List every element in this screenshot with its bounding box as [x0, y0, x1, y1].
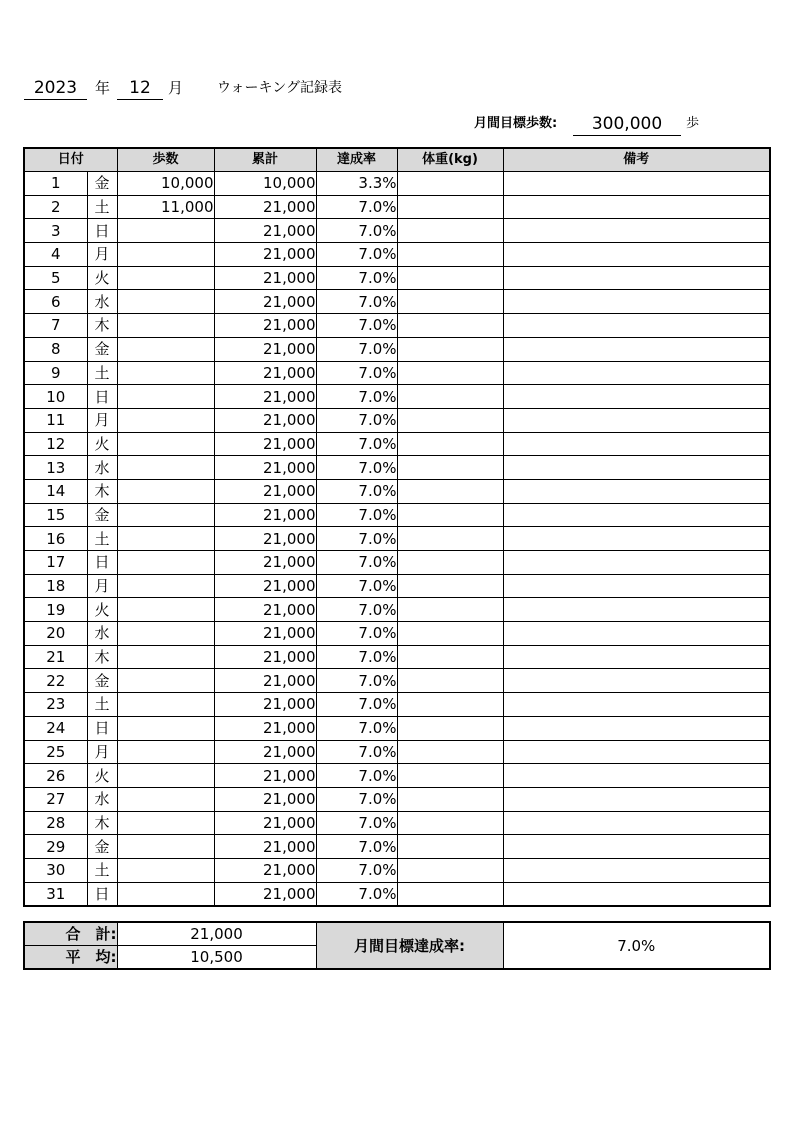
weekday-cell: 土 — [87, 527, 117, 551]
year-unit-label: 年 — [95, 79, 111, 97]
day-number-cell: 4 — [24, 243, 87, 267]
weekday-cell: 水 — [87, 456, 117, 480]
rate-cell: 3.3% — [316, 172, 397, 196]
cumulative-cell: 21,000 — [214, 503, 316, 527]
notes-cell[interactable] — [503, 195, 770, 219]
table-row — [24, 503, 770, 527]
goal-unit-label: 歩 — [686, 116, 700, 131]
notes-cell[interactable] — [503, 764, 770, 788]
rate-cell: 7.0% — [316, 551, 397, 575]
weekday-cell: 土 — [87, 693, 117, 717]
weekday-cell: 月 — [87, 243, 117, 267]
steps-cell[interactable] — [117, 574, 214, 598]
col-header-rate: 達成率 — [316, 148, 397, 172]
cumulative-cell: 21,000 — [214, 622, 316, 646]
day-number-cell: 29 — [24, 835, 87, 859]
rate-cell: 7.0% — [316, 527, 397, 551]
weekday-cell: 日 — [87, 716, 117, 740]
day-number-cell: 15 — [24, 503, 87, 527]
steps-cell[interactable] — [117, 432, 214, 456]
weight-cell[interactable] — [397, 219, 503, 243]
cumulative-cell: 21,000 — [214, 432, 316, 456]
table-row — [24, 385, 770, 409]
notes-cell[interactable] — [503, 527, 770, 551]
steps-cell[interactable] — [117, 314, 214, 338]
notes-cell[interactable] — [503, 622, 770, 646]
notes-cell[interactable] — [503, 361, 770, 385]
cumulative-cell: 21,000 — [214, 598, 316, 622]
weight-cell[interactable] — [397, 432, 503, 456]
weekday-cell: 土 — [87, 361, 117, 385]
notes-cell[interactable] — [503, 456, 770, 480]
day-number-cell: 25 — [24, 740, 87, 764]
weight-cell[interactable] — [397, 172, 503, 196]
day-number-cell: 20 — [24, 622, 87, 646]
weekday-cell: 火 — [87, 266, 117, 290]
rate-cell: 7.0% — [316, 432, 397, 456]
day-number-cell: 12 — [24, 432, 87, 456]
steps-cell[interactable] — [117, 740, 214, 764]
day-number-cell: 9 — [24, 361, 87, 385]
notes-cell[interactable] — [503, 787, 770, 811]
weekday-cell: 水 — [87, 622, 117, 646]
col-header-cumulative: 累計 — [214, 148, 316, 172]
rate-cell: 7.0% — [316, 574, 397, 598]
notes-cell[interactable] — [503, 598, 770, 622]
weekday-cell: 火 — [87, 432, 117, 456]
day-number-cell: 5 — [24, 266, 87, 290]
day-number-cell: 17 — [24, 551, 87, 575]
notes-cell[interactable] — [503, 882, 770, 906]
steps-cell[interactable] — [117, 219, 214, 243]
notes-cell[interactable] — [503, 811, 770, 835]
col-header-date: 日付 — [24, 148, 117, 172]
cumulative-cell: 21,000 — [214, 243, 316, 267]
table-row — [24, 266, 770, 290]
cumulative-cell: 21,000 — [214, 456, 316, 480]
total-value: 21,000 — [117, 922, 316, 946]
day-number-cell: 31 — [24, 882, 87, 906]
rate-cell: 7.0% — [316, 764, 397, 788]
day-number-cell: 13 — [24, 456, 87, 480]
cumulative-cell: 21,000 — [214, 787, 316, 811]
notes-cell[interactable] — [503, 337, 770, 361]
day-number-cell: 21 — [24, 645, 87, 669]
weekday-cell: 金 — [87, 669, 117, 693]
table-row — [24, 858, 770, 882]
day-number-cell: 7 — [24, 314, 87, 338]
rate-cell: 7.0% — [316, 219, 397, 243]
month-field[interactable]: 12 — [117, 77, 163, 100]
weight-cell[interactable] — [397, 527, 503, 551]
average-value: 10,500 — [117, 946, 316, 970]
total-row — [24, 922, 770, 946]
steps-cell[interactable] — [117, 527, 214, 551]
table-row — [24, 172, 770, 196]
goal-steps-field[interactable]: 300,000 — [573, 113, 681, 136]
steps-cell[interactable] — [117, 716, 214, 740]
table-row — [24, 693, 770, 717]
table-row — [24, 337, 770, 361]
rate-cell: 7.0% — [316, 266, 397, 290]
weight-cell[interactable] — [397, 551, 503, 575]
table-row — [24, 787, 770, 811]
table-row — [24, 835, 770, 859]
table-header-row — [24, 148, 770, 172]
rate-cell: 7.0% — [316, 693, 397, 717]
cumulative-cell: 21,000 — [214, 361, 316, 385]
weight-cell[interactable] — [397, 337, 503, 361]
cumulative-cell: 21,000 — [214, 314, 316, 338]
weight-cell[interactable] — [397, 503, 503, 527]
notes-cell[interactable] — [503, 290, 770, 314]
weekday-cell: 火 — [87, 598, 117, 622]
summary-table — [23, 921, 771, 970]
rate-cell: 7.0% — [316, 787, 397, 811]
weight-cell[interactable] — [397, 740, 503, 764]
steps-cell[interactable] — [117, 408, 214, 432]
rate-cell: 7.0% — [316, 243, 397, 267]
notes-cell[interactable] — [503, 503, 770, 527]
notes-cell[interactable] — [503, 408, 770, 432]
weight-cell[interactable] — [397, 835, 503, 859]
steps-cell[interactable] — [117, 645, 214, 669]
cumulative-cell: 21,000 — [214, 882, 316, 906]
table-row — [24, 243, 770, 267]
table-row — [24, 740, 770, 764]
steps-cell[interactable] — [117, 479, 214, 503]
notes-cell[interactable] — [503, 574, 770, 598]
steps-cell[interactable] — [117, 787, 214, 811]
day-number-cell: 16 — [24, 527, 87, 551]
steps-cell[interactable] — [117, 385, 214, 409]
weekday-cell: 木 — [87, 645, 117, 669]
day-number-cell: 10 — [24, 385, 87, 409]
steps-cell[interactable] — [117, 669, 214, 693]
rate-cell: 7.0% — [316, 361, 397, 385]
steps-cell[interactable] — [117, 622, 214, 646]
weight-cell[interactable] — [397, 716, 503, 740]
steps-cell[interactable] — [117, 337, 214, 361]
weight-cell[interactable] — [397, 290, 503, 314]
table-body — [24, 172, 770, 907]
weight-cell[interactable] — [397, 456, 503, 480]
steps-cell[interactable] — [117, 243, 214, 267]
table-row — [24, 527, 770, 551]
table-row — [24, 361, 770, 385]
rate-cell: 7.0% — [316, 479, 397, 503]
cumulative-cell: 21,000 — [214, 764, 316, 788]
weight-cell[interactable] — [397, 622, 503, 646]
cumulative-cell: 10,000 — [214, 172, 316, 196]
notes-cell[interactable] — [503, 219, 770, 243]
weekday-cell: 木 — [87, 314, 117, 338]
weekday-cell: 金 — [87, 835, 117, 859]
weekday-cell: 日 — [87, 385, 117, 409]
monthly-rate-value: 7.0% — [503, 922, 770, 969]
day-number-cell: 3 — [24, 219, 87, 243]
weight-cell[interactable] — [397, 479, 503, 503]
weight-cell[interactable] — [397, 385, 503, 409]
notes-cell[interactable] — [503, 432, 770, 456]
cumulative-cell: 21,000 — [214, 266, 316, 290]
table-row — [24, 432, 770, 456]
weight-cell[interactable] — [397, 882, 503, 906]
table-row — [24, 716, 770, 740]
table-row — [24, 479, 770, 503]
table-row — [24, 219, 770, 243]
day-number-cell: 28 — [24, 811, 87, 835]
notes-cell[interactable] — [503, 716, 770, 740]
weekday-cell: 日 — [87, 551, 117, 575]
weekday-cell: 金 — [87, 172, 117, 196]
cumulative-cell: 21,000 — [214, 219, 316, 243]
weekday-cell: 金 — [87, 337, 117, 361]
cumulative-cell: 21,000 — [214, 645, 316, 669]
weekday-cell: 火 — [87, 764, 117, 788]
weight-cell[interactable] — [397, 645, 503, 669]
table-row — [24, 811, 770, 835]
col-header-weight: 体重(kg) — [397, 148, 503, 172]
steps-cell[interactable] — [117, 835, 214, 859]
day-number-cell: 6 — [24, 290, 87, 314]
notes-cell[interactable] — [503, 243, 770, 267]
rate-cell: 7.0% — [316, 408, 397, 432]
weekday-cell: 日 — [87, 219, 117, 243]
weight-cell[interactable] — [397, 361, 503, 385]
walking-log-table — [23, 147, 771, 907]
weight-cell[interactable] — [397, 764, 503, 788]
notes-cell[interactable] — [503, 693, 770, 717]
notes-cell[interactable] — [503, 314, 770, 338]
weight-cell[interactable] — [397, 243, 503, 267]
cumulative-cell: 21,000 — [214, 811, 316, 835]
day-number-cell: 14 — [24, 479, 87, 503]
table-row — [24, 882, 770, 906]
weight-cell[interactable] — [397, 858, 503, 882]
steps-cell[interactable] — [117, 361, 214, 385]
cumulative-cell: 21,000 — [214, 385, 316, 409]
table-row — [24, 408, 770, 432]
table-row — [24, 195, 770, 219]
steps-cell[interactable]: 11,000 — [117, 195, 214, 219]
weight-cell[interactable] — [397, 598, 503, 622]
weight-cell[interactable] — [397, 266, 503, 290]
steps-cell[interactable] — [117, 456, 214, 480]
steps-cell[interactable]: 10,000 — [117, 172, 214, 196]
day-number-cell: 27 — [24, 787, 87, 811]
weekday-cell: 日 — [87, 882, 117, 906]
notes-cell[interactable] — [503, 858, 770, 882]
steps-cell[interactable] — [117, 598, 214, 622]
steps-cell[interactable] — [117, 551, 214, 575]
steps-cell[interactable] — [117, 764, 214, 788]
notes-cell[interactable] — [503, 645, 770, 669]
weekday-cell: 月 — [87, 408, 117, 432]
cumulative-cell: 21,000 — [214, 740, 316, 764]
cumulative-cell: 21,000 — [214, 551, 316, 575]
cumulative-cell: 21,000 — [214, 858, 316, 882]
day-number-cell: 8 — [24, 337, 87, 361]
cumulative-cell: 21,000 — [214, 290, 316, 314]
cumulative-cell: 21,000 — [214, 716, 316, 740]
table-row — [24, 622, 770, 646]
rate-cell: 7.0% — [316, 716, 397, 740]
average-label: 平 均: — [24, 946, 117, 970]
cumulative-cell: 21,000 — [214, 669, 316, 693]
rate-cell: 7.0% — [316, 503, 397, 527]
rate-cell: 7.0% — [316, 337, 397, 361]
cumulative-cell: 21,000 — [214, 408, 316, 432]
day-number-cell: 22 — [24, 669, 87, 693]
weight-cell[interactable] — [397, 574, 503, 598]
rate-cell: 7.0% — [316, 645, 397, 669]
rate-cell: 7.0% — [316, 195, 397, 219]
notes-cell[interactable] — [503, 551, 770, 575]
rate-cell: 7.0% — [316, 456, 397, 480]
weekday-cell: 水 — [87, 290, 117, 314]
day-number-cell: 23 — [24, 693, 87, 717]
goal-label: 月間目標歩数: — [474, 116, 558, 131]
table-row — [24, 551, 770, 575]
table-row — [24, 764, 770, 788]
day-number-cell: 2 — [24, 195, 87, 219]
weight-cell[interactable] — [397, 195, 503, 219]
weight-cell[interactable] — [397, 787, 503, 811]
notes-cell[interactable] — [503, 669, 770, 693]
table-row — [24, 314, 770, 338]
weight-cell[interactable] — [397, 669, 503, 693]
steps-cell[interactable] — [117, 811, 214, 835]
notes-cell[interactable] — [503, 479, 770, 503]
day-number-cell: 18 — [24, 574, 87, 598]
month-unit-label: 月 — [168, 79, 184, 97]
rate-cell: 7.0% — [316, 314, 397, 338]
notes-cell[interactable] — [503, 740, 770, 764]
day-number-cell: 26 — [24, 764, 87, 788]
notes-cell[interactable] — [503, 266, 770, 290]
col-header-steps: 歩数 — [117, 148, 214, 172]
weight-cell[interactable] — [397, 693, 503, 717]
rate-cell: 7.0% — [316, 669, 397, 693]
table-row — [24, 456, 770, 480]
weekday-cell: 土 — [87, 858, 117, 882]
rate-cell: 7.0% — [316, 290, 397, 314]
steps-cell[interactable] — [117, 290, 214, 314]
table-row — [24, 645, 770, 669]
rate-cell: 7.0% — [316, 835, 397, 859]
weekday-cell: 金 — [87, 503, 117, 527]
weekday-cell: 木 — [87, 479, 117, 503]
monthly-rate-label: 月間目標達成率: — [316, 922, 503, 969]
table-row — [24, 574, 770, 598]
weight-cell[interactable] — [397, 408, 503, 432]
steps-cell[interactable] — [117, 503, 214, 527]
rate-cell: 7.0% — [316, 882, 397, 906]
notes-cell[interactable] — [503, 172, 770, 196]
rate-cell: 7.0% — [316, 858, 397, 882]
cumulative-cell: 21,000 — [214, 693, 316, 717]
day-number-cell: 11 — [24, 408, 87, 432]
total-label: 合 計: — [24, 922, 117, 946]
steps-cell[interactable] — [117, 693, 214, 717]
notes-cell[interactable] — [503, 835, 770, 859]
page-title: ウォーキング記録表 — [217, 80, 343, 96]
cumulative-cell: 21,000 — [214, 479, 316, 503]
col-header-notes: 備考 — [503, 148, 770, 172]
cumulative-cell: 21,000 — [214, 574, 316, 598]
cumulative-cell: 21,000 — [214, 835, 316, 859]
steps-cell[interactable] — [117, 882, 214, 906]
rate-cell: 7.0% — [316, 622, 397, 646]
notes-cell[interactable] — [503, 385, 770, 409]
weight-cell[interactable] — [397, 314, 503, 338]
year-field[interactable]: 2023 — [24, 77, 87, 100]
rate-cell: 7.0% — [316, 598, 397, 622]
day-number-cell: 30 — [24, 858, 87, 882]
weekday-cell: 木 — [87, 811, 117, 835]
rate-cell: 7.0% — [316, 740, 397, 764]
steps-cell[interactable] — [117, 266, 214, 290]
steps-cell[interactable] — [117, 858, 214, 882]
table-row — [24, 598, 770, 622]
day-number-cell: 1 — [24, 172, 87, 196]
weekday-cell: 月 — [87, 740, 117, 764]
cumulative-cell: 21,000 — [214, 195, 316, 219]
table-row — [24, 290, 770, 314]
weekday-cell: 土 — [87, 195, 117, 219]
cumulative-cell: 21,000 — [214, 527, 316, 551]
weekday-cell: 水 — [87, 787, 117, 811]
weekday-cell: 月 — [87, 574, 117, 598]
rate-cell: 7.0% — [316, 385, 397, 409]
weight-cell[interactable] — [397, 811, 503, 835]
rate-cell: 7.0% — [316, 811, 397, 835]
cumulative-cell: 21,000 — [214, 337, 316, 361]
day-number-cell: 24 — [24, 716, 87, 740]
table-row — [24, 669, 770, 693]
day-number-cell: 19 — [24, 598, 87, 622]
